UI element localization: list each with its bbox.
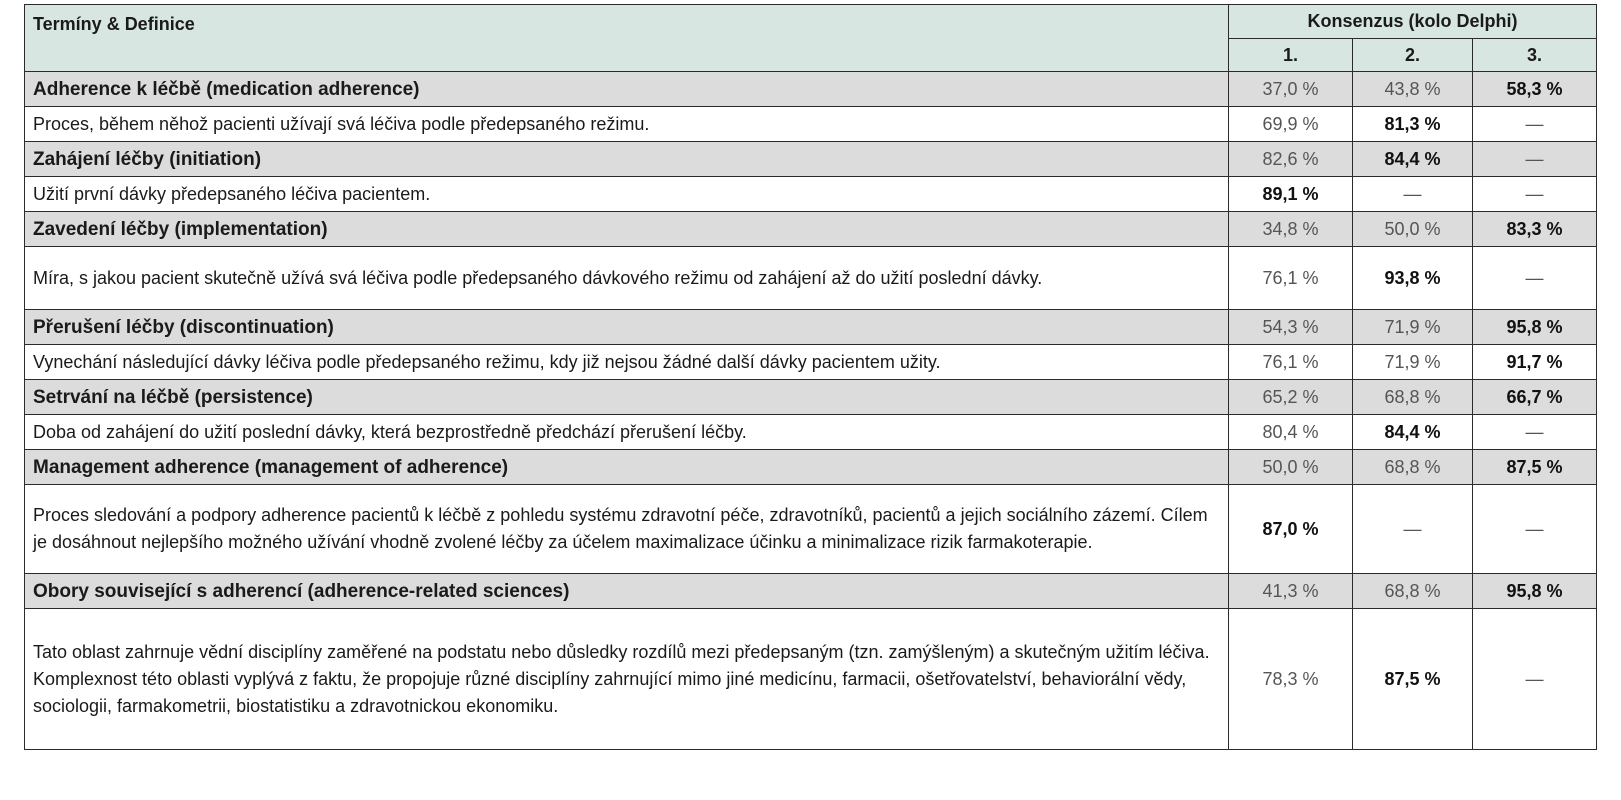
round-2-value: 87,5 % [1353, 609, 1473, 750]
round-1-value: 41,3 % [1229, 574, 1353, 609]
round-2-value: 50,0 % [1353, 212, 1473, 247]
term-label: Zavedení léčby (implementation) [25, 212, 1229, 247]
term-label: Obory související s adherencí (adherence-related sciences) [25, 574, 1229, 609]
definition-row [25, 609, 1597, 750]
definition-text: Vynechání následující dávky léčiva podle předepsaného režimu, kdy již nejsou žádné další dávky pacientem užity. [25, 345, 1229, 380]
definition-text: Proces sledování a podpory adherence pacientů k léčbě z pohledu systému zdravotní péče, zdravotníků, pacientů a jejich sociálního zázemí. Cílem je dosáhnout nejlepšího možného užívání vhodně zvolené léčby za účelem maximalizace účinku a minimalizace rizik farmakoterapie. [25, 485, 1229, 574]
term-row [25, 212, 1597, 247]
round-1-value: 65,2 % [1229, 380, 1353, 415]
round-2-value: 81,3 % [1353, 107, 1473, 142]
table-body [25, 72, 1597, 750]
round-3-value: — [1473, 609, 1597, 750]
round-2-value: 43,8 % [1353, 72, 1473, 107]
term-row [25, 574, 1597, 609]
round-2-value: 68,8 % [1353, 380, 1473, 415]
definition-text: Tato oblast zahrnuje vědní disciplíny zaměřené na podstatu nebo důsledky rozdílů mezi předepsaným (tzn. zamýšleným) a skutečným užitím léčiva. Komplexnost této oblasti vyplývá z faktu, že propojuje různé disciplíny zahrnující mimo jiné medicínu, farmacii, ošetřovatelství, behaviorální vědy, sociologii, farmakometrii, biostatistiku a zdravotnickou ekonomiku. [25, 609, 1229, 750]
round-3-value: — [1473, 415, 1597, 450]
round-2-value: 84,4 % [1353, 415, 1473, 450]
round-2-value: 71,9 % [1353, 310, 1473, 345]
term-row [25, 450, 1597, 485]
header-round-2: 2. [1353, 39, 1473, 72]
term-label: Adherence k léčbě (medication adherence) [25, 72, 1229, 107]
definition-row [25, 485, 1597, 574]
round-3-value: 91,7 % [1473, 345, 1597, 380]
round-1-value: 37,0 % [1229, 72, 1353, 107]
definition-text: Užití první dávky předepsaného léčiva pacientem. [25, 177, 1229, 212]
definition-row [25, 177, 1597, 212]
definition-text: Míra, s jakou pacient skutečně užívá svá léčiva podle předepsaného dávkového režimu od zahájení až do užití poslední dávky. [25, 247, 1229, 310]
round-3-value: 58,3 % [1473, 72, 1597, 107]
round-3-value: — [1473, 485, 1597, 574]
round-3-value: 95,8 % [1473, 574, 1597, 609]
term-label: Přerušení léčby (discontinuation) [25, 310, 1229, 345]
round-3-value: 87,5 % [1473, 450, 1597, 485]
term-row [25, 310, 1597, 345]
definition-row [25, 107, 1597, 142]
round-2-value: — [1353, 177, 1473, 212]
round-1-value: 89,1 % [1229, 177, 1353, 212]
term-label: Zahájení léčby (initiation) [25, 142, 1229, 177]
round-2-value: — [1353, 485, 1473, 574]
round-1-value: 54,3 % [1229, 310, 1353, 345]
definition-row [25, 247, 1597, 310]
term-label: Setrvání na léčbě (persistence) [25, 380, 1229, 415]
definition-text: Proces, během něhož pacienti užívají svá léčiva podle předepsaného režimu. [25, 107, 1229, 142]
term-label: Management adherence (management of adherence) [25, 450, 1229, 485]
round-3-value: 95,8 % [1473, 310, 1597, 345]
header-consensus: Konsenzus (kolo Delphi) [1229, 5, 1597, 39]
term-row [25, 142, 1597, 177]
round-3-value: — [1473, 177, 1597, 212]
definition-row [25, 415, 1597, 450]
round-3-value: — [1473, 107, 1597, 142]
round-3-value: 83,3 % [1473, 212, 1597, 247]
round-1-value: 82,6 % [1229, 142, 1353, 177]
table-header [25, 5, 1597, 72]
header-terms-definitions: Termíny & Definice [25, 5, 1229, 72]
round-1-value: 78,3 % [1229, 609, 1353, 750]
header-round-1: 1. [1229, 39, 1353, 72]
round-2-value: 68,8 % [1353, 574, 1473, 609]
round-2-value: 84,4 % [1353, 142, 1473, 177]
round-3-value: — [1473, 142, 1597, 177]
term-row [25, 380, 1597, 415]
header-round-3: 3. [1473, 39, 1597, 72]
round-3-value: 66,7 % [1473, 380, 1597, 415]
round-1-value: 69,9 % [1229, 107, 1353, 142]
definition-text: Doba od zahájení do užití poslední dávky, která bezprostředně předchází přerušení léčby. [25, 415, 1229, 450]
round-2-value: 68,8 % [1353, 450, 1473, 485]
round-3-value: — [1473, 247, 1597, 310]
round-1-value: 80,4 % [1229, 415, 1353, 450]
delphi-consensus-table [24, 4, 1597, 750]
document-page [24, 4, 1597, 750]
round-1-value: 87,0 % [1229, 485, 1353, 574]
round-1-value: 34,8 % [1229, 212, 1353, 247]
round-1-value: 76,1 % [1229, 247, 1353, 310]
round-1-value: 50,0 % [1229, 450, 1353, 485]
term-row [25, 72, 1597, 107]
definition-row [25, 345, 1597, 380]
round-1-value: 76,1 % [1229, 345, 1353, 380]
round-2-value: 71,9 % [1353, 345, 1473, 380]
round-2-value: 93,8 % [1353, 247, 1473, 310]
